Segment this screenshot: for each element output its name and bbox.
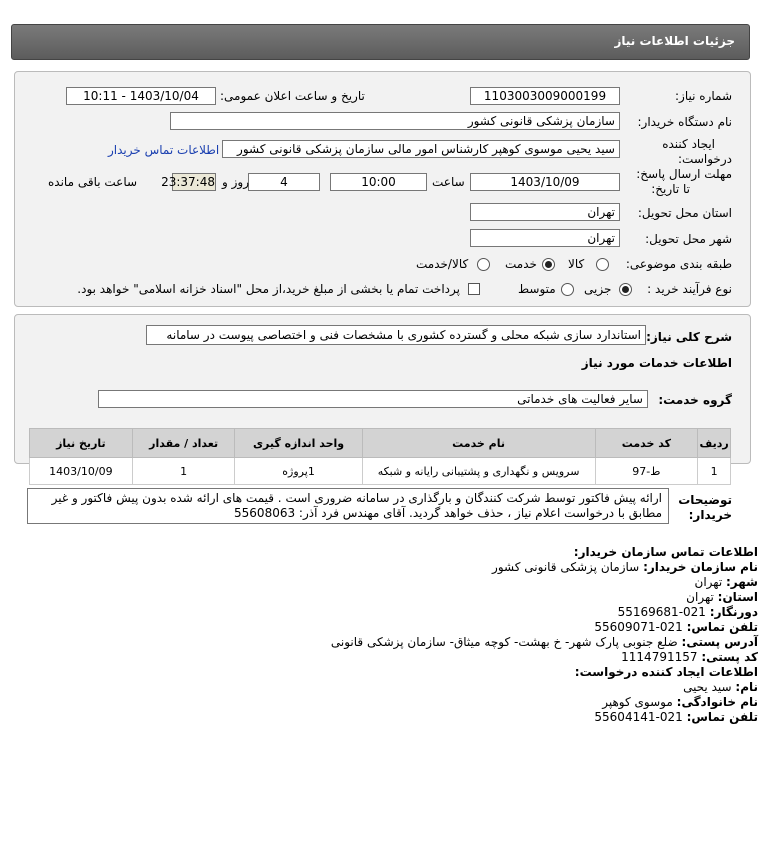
days-label: روز و xyxy=(222,175,249,189)
creator-name: سید یحیی xyxy=(683,680,732,694)
deadline-time-field: 10:00 xyxy=(330,173,427,191)
col-date-header: تاریخ نیاز xyxy=(30,429,133,458)
buyer-org-field: سازمان پزشکی قانونی کشور xyxy=(170,112,620,130)
buyer-notes-line-1: ارائه پیش فاکتور توسط شرکت کنندگان و بارگذاری در سامانه ضروری است . قیمت های ارائه شده بدون پیش فاکتور و غیر xyxy=(51,491,662,505)
creator-field: سید یحیی موسوی کوهپر کارشناس امور مالی سازمان پزشکی قانونی کشور xyxy=(222,140,620,158)
table-header-row xyxy=(30,429,731,458)
contact-postal-label: کد پستی: xyxy=(701,650,758,664)
buyer-notes-label-1: توضیحات xyxy=(678,493,732,507)
city-field: تهران xyxy=(470,229,620,247)
need-date: 1403/10/09 xyxy=(30,458,133,485)
buyer-notes-line-2: مطابق با درخواست اعلام نیاز ، حذف خواهد گردید. آقای مهندس فرد آذر: 55608063 xyxy=(234,506,662,520)
table-row xyxy=(30,458,731,485)
creator-heading: اطلاعات ایجاد کننده درخواست: xyxy=(574,665,758,679)
purchase-minor-radio[interactable] xyxy=(619,283,632,296)
contact-city-label: شهر: xyxy=(726,575,758,589)
remaining-time-field: 23:37:48 xyxy=(161,175,215,189)
purchase-medium-label: متوسط xyxy=(518,282,556,296)
contact-fax-label: دورنگار: xyxy=(709,605,758,619)
contact-province: تهران xyxy=(686,590,714,604)
creator-phone: 021-55604141 xyxy=(594,710,683,724)
service-group-field: سایر فعالیت های خدماتی xyxy=(98,390,648,408)
contact-city: تهران xyxy=(694,575,723,589)
treasury-payment-note: پرداخت تمام یا بخشی از مبلغ خرید،از محل "اسناد خزانه اسلامی" خواهد بود. xyxy=(77,282,460,296)
col-unit-header: واحد اندازه گیری xyxy=(235,429,362,458)
contact-address: ضلع جنوبی پارک شهر- خ بهشت- کوچه میثاق- سازمان پزشکی قانونی xyxy=(330,635,678,649)
col-qty-header: تعداد / مقدار xyxy=(132,429,235,458)
contact-phone-label: تلفن تماس: xyxy=(686,620,758,634)
announce-label: تاریخ و ساعت اعلان عمومی: xyxy=(220,89,365,103)
contact-phone: 021-55609071 xyxy=(594,620,683,634)
time-label: ساعت xyxy=(432,175,465,189)
summary-label: شرح کلی نیاز: xyxy=(646,330,732,344)
contact-fax: 021-55169681 xyxy=(617,605,706,619)
purchase-minor-label: جزیی xyxy=(584,282,612,296)
category-goods-service-label: کالا/خدمت xyxy=(416,257,469,271)
category-goods-radio[interactable] xyxy=(596,258,609,271)
need-number-field: 1103003009000199 xyxy=(470,87,620,105)
buyer-notes-box xyxy=(27,488,669,524)
buyer-notes-label-2: خریدار: xyxy=(688,508,732,522)
buyer-org-label: نام دستگاه خریدار: xyxy=(637,115,732,129)
row-number: 1 xyxy=(698,458,731,485)
province-label: استان محل تحویل: xyxy=(637,206,732,220)
creator-name-label: نام: xyxy=(735,680,758,694)
city-label: شهر محل تحویل: xyxy=(645,232,732,246)
contact-heading: اطلاعات تماس سازمان خریدار: xyxy=(573,545,758,559)
creator-label-2: درخواست: xyxy=(678,152,732,166)
remaining-label: ساعت باقی مانده xyxy=(48,175,138,189)
buyer-contact-info xyxy=(18,545,758,725)
category-service-radio[interactable] xyxy=(542,258,555,271)
deadline-date-field: 1403/10/09 xyxy=(470,173,620,191)
days-field: 4 xyxy=(248,173,320,191)
purchase-medium-radio[interactable] xyxy=(561,283,574,296)
deadline-label-2: تا تاریخ: xyxy=(651,182,690,196)
category-label: طبقه بندی موضوعی: xyxy=(625,257,732,271)
col-name-header: نام خدمت xyxy=(362,429,595,458)
announce-field: 1403/10/04 - 10:11 xyxy=(66,87,216,105)
category-service-label: خدمت xyxy=(505,257,537,271)
need-number-label: شماره نیاز: xyxy=(675,89,732,103)
page-title: جزئیات اطلاعات نیاز xyxy=(614,34,735,48)
creator-family-label: نام خانوادگی: xyxy=(676,695,758,709)
buyer-contact-link[interactable]: اطلاعات تماس خریدار xyxy=(108,143,220,157)
services-heading: اطلاعات خدمات مورد نیاز xyxy=(581,356,732,370)
province-field: تهران xyxy=(470,203,620,221)
service-group-label: گروه خدمت: xyxy=(658,393,732,407)
purchase-type-label: نوع فرآیند خرید : xyxy=(647,282,732,296)
contact-org: سازمان پزشکی قانونی کشور xyxy=(492,560,640,574)
contact-org-label: نام سازمان خریدار: xyxy=(643,560,758,574)
category-goods-service-radio[interactable] xyxy=(477,258,490,271)
col-row-header: ردیف xyxy=(698,429,731,458)
contact-postal: 1114791157 xyxy=(621,650,698,664)
service-name: سرویس و نگهداری و پشتیبانی رایانه و شبکه xyxy=(362,458,595,485)
services-table xyxy=(29,428,731,485)
creator-phone-label: تلفن تماس: xyxy=(686,710,758,724)
unit: 1پروژه xyxy=(235,458,362,485)
summary-field: استاندارد سازی شبکه محلی و گسترده کشوری با مشخصات فنی و اختصاصی پیوست در سامانه xyxy=(146,325,646,345)
contact-province-label: استان: xyxy=(717,590,758,604)
treasury-payment-checkbox[interactable] xyxy=(468,283,480,295)
page-header xyxy=(11,24,750,60)
contact-address-label: آدرس پستی: xyxy=(681,635,758,649)
creator-family: موسوی کوهپر xyxy=(602,695,673,709)
category-goods-label: کالا xyxy=(568,257,585,271)
service-code: ط-97 xyxy=(595,458,698,485)
deadline-label-1: مهلت ارسال پاسخ: xyxy=(636,167,732,181)
creator-label-1: ایجاد کننده xyxy=(662,137,715,151)
col-code-header: کد خدمت xyxy=(595,429,698,458)
quantity: 1 xyxy=(132,458,235,485)
